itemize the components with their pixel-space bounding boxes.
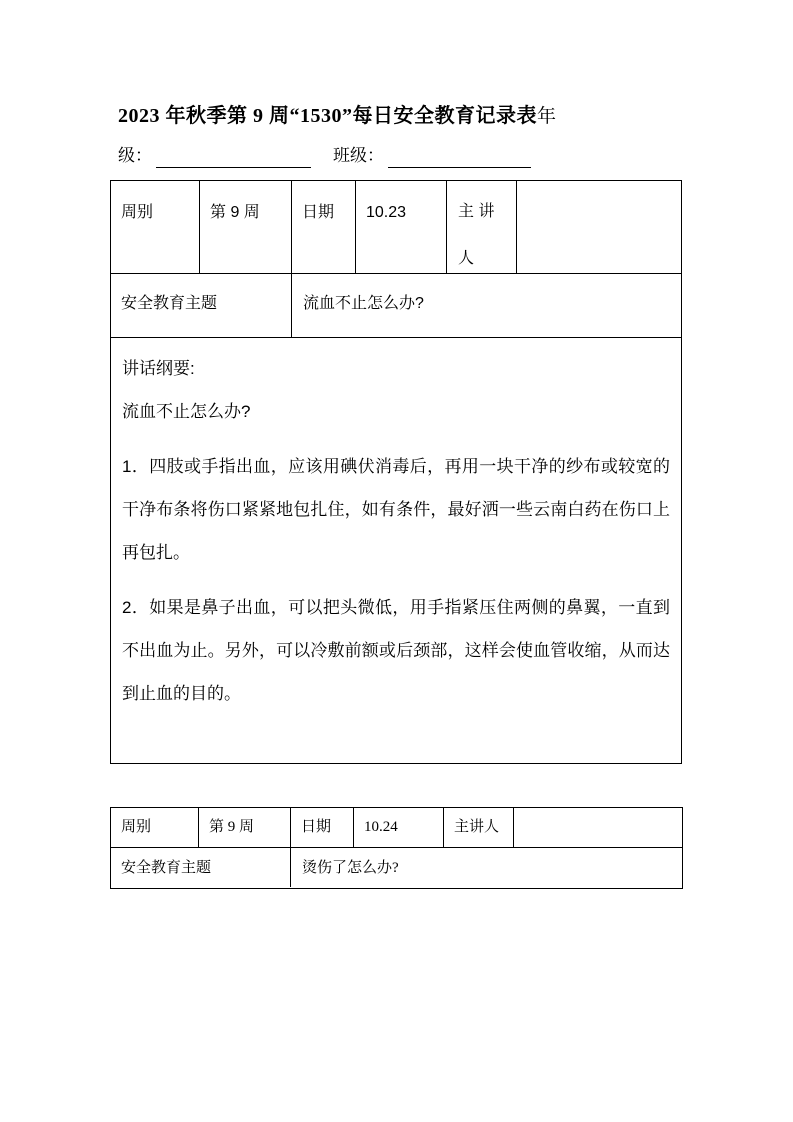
grade-field-label: 级：: [118, 146, 152, 165]
t2-theme-label-cell: 安全教育主题: [121, 860, 212, 876]
t1-row-divider-1: [111, 273, 681, 275]
outline-heading: 讲话纲要:: [122, 359, 195, 378]
t2-speaker-value-cell[interactable]: [515, 808, 681, 846]
class-field-blank[interactable]: [388, 148, 531, 168]
t2-col-line-4: [443, 808, 445, 847]
t1-col-line-2: [291, 181, 293, 337]
t1-date-value-cell: 10.23: [366, 204, 407, 221]
grade-class-line: [118, 144, 531, 168]
t1-col-line-3: [355, 181, 357, 273]
outline-topic: 流血不止怎么办?: [122, 402, 251, 421]
t2-col-line-1: [198, 808, 200, 847]
outline-paragraph: 1．四肢或手指出血，应该用碘伏消毒后，再用一块干净的纱布或较宽的干净布条将伤口紧紧地包扎住，如有条件，最好洒一些云南白药在伤口上再包扎。: [122, 457, 670, 562]
t2-week-label-cell: 周别: [121, 819, 152, 835]
t2-date-label-cell: 日期: [301, 819, 332, 835]
t1-date-label-cell: 日期: [302, 204, 335, 221]
page-title-main: 2023 年秋季第 9 周“1530”每日安全教育记录表: [118, 105, 537, 127]
t1-theme-label-cell: 安全教育主题: [121, 295, 218, 312]
t1-col-line-5: [516, 181, 518, 273]
t1-week-label-cell: 周别: [121, 204, 154, 221]
t1-theme-value-cell: 流血不止怎么办?: [303, 295, 424, 312]
t2-date-value-cell: 10.24: [364, 819, 398, 835]
t2-row-divider-1: [111, 847, 682, 849]
t2-col-line-2: [290, 808, 292, 887]
t1-row-divider-2: [111, 337, 681, 339]
t1-outline-cell: [122, 347, 670, 715]
t1-col-line-1: [199, 181, 201, 273]
t1-speaker-value-cell[interactable]: [518, 181, 680, 271]
t1-col-line-4: [446, 181, 448, 273]
page-title-wrapped-char: 年: [537, 106, 557, 127]
t2-week-value-cell: 第 9 周: [209, 819, 255, 835]
t1-week-value-cell: 第 9 周: [210, 204, 260, 221]
outline-paragraph: 2．如果是鼻子出血，可以把头微低，用手指紧压住两侧的鼻翼，一直到不出血为止。另外，可以冷敷前额或后颈部，这样会使血管收缩，从而达到止血的目的。: [122, 598, 670, 703]
t2-col-line-3: [353, 808, 355, 847]
t2-speaker-label-cell: 主讲人: [454, 819, 500, 835]
t2-col-line-5: [513, 808, 515, 847]
class-field-label: 班级：: [333, 146, 384, 165]
t2-theme-value-cell: 烫伤了怎么办?: [302, 860, 399, 876]
grade-field-blank[interactable]: [156, 148, 311, 168]
t1-speaker-label-cell: 主 讲 人: [458, 203, 495, 267]
page-title: [118, 99, 557, 128]
